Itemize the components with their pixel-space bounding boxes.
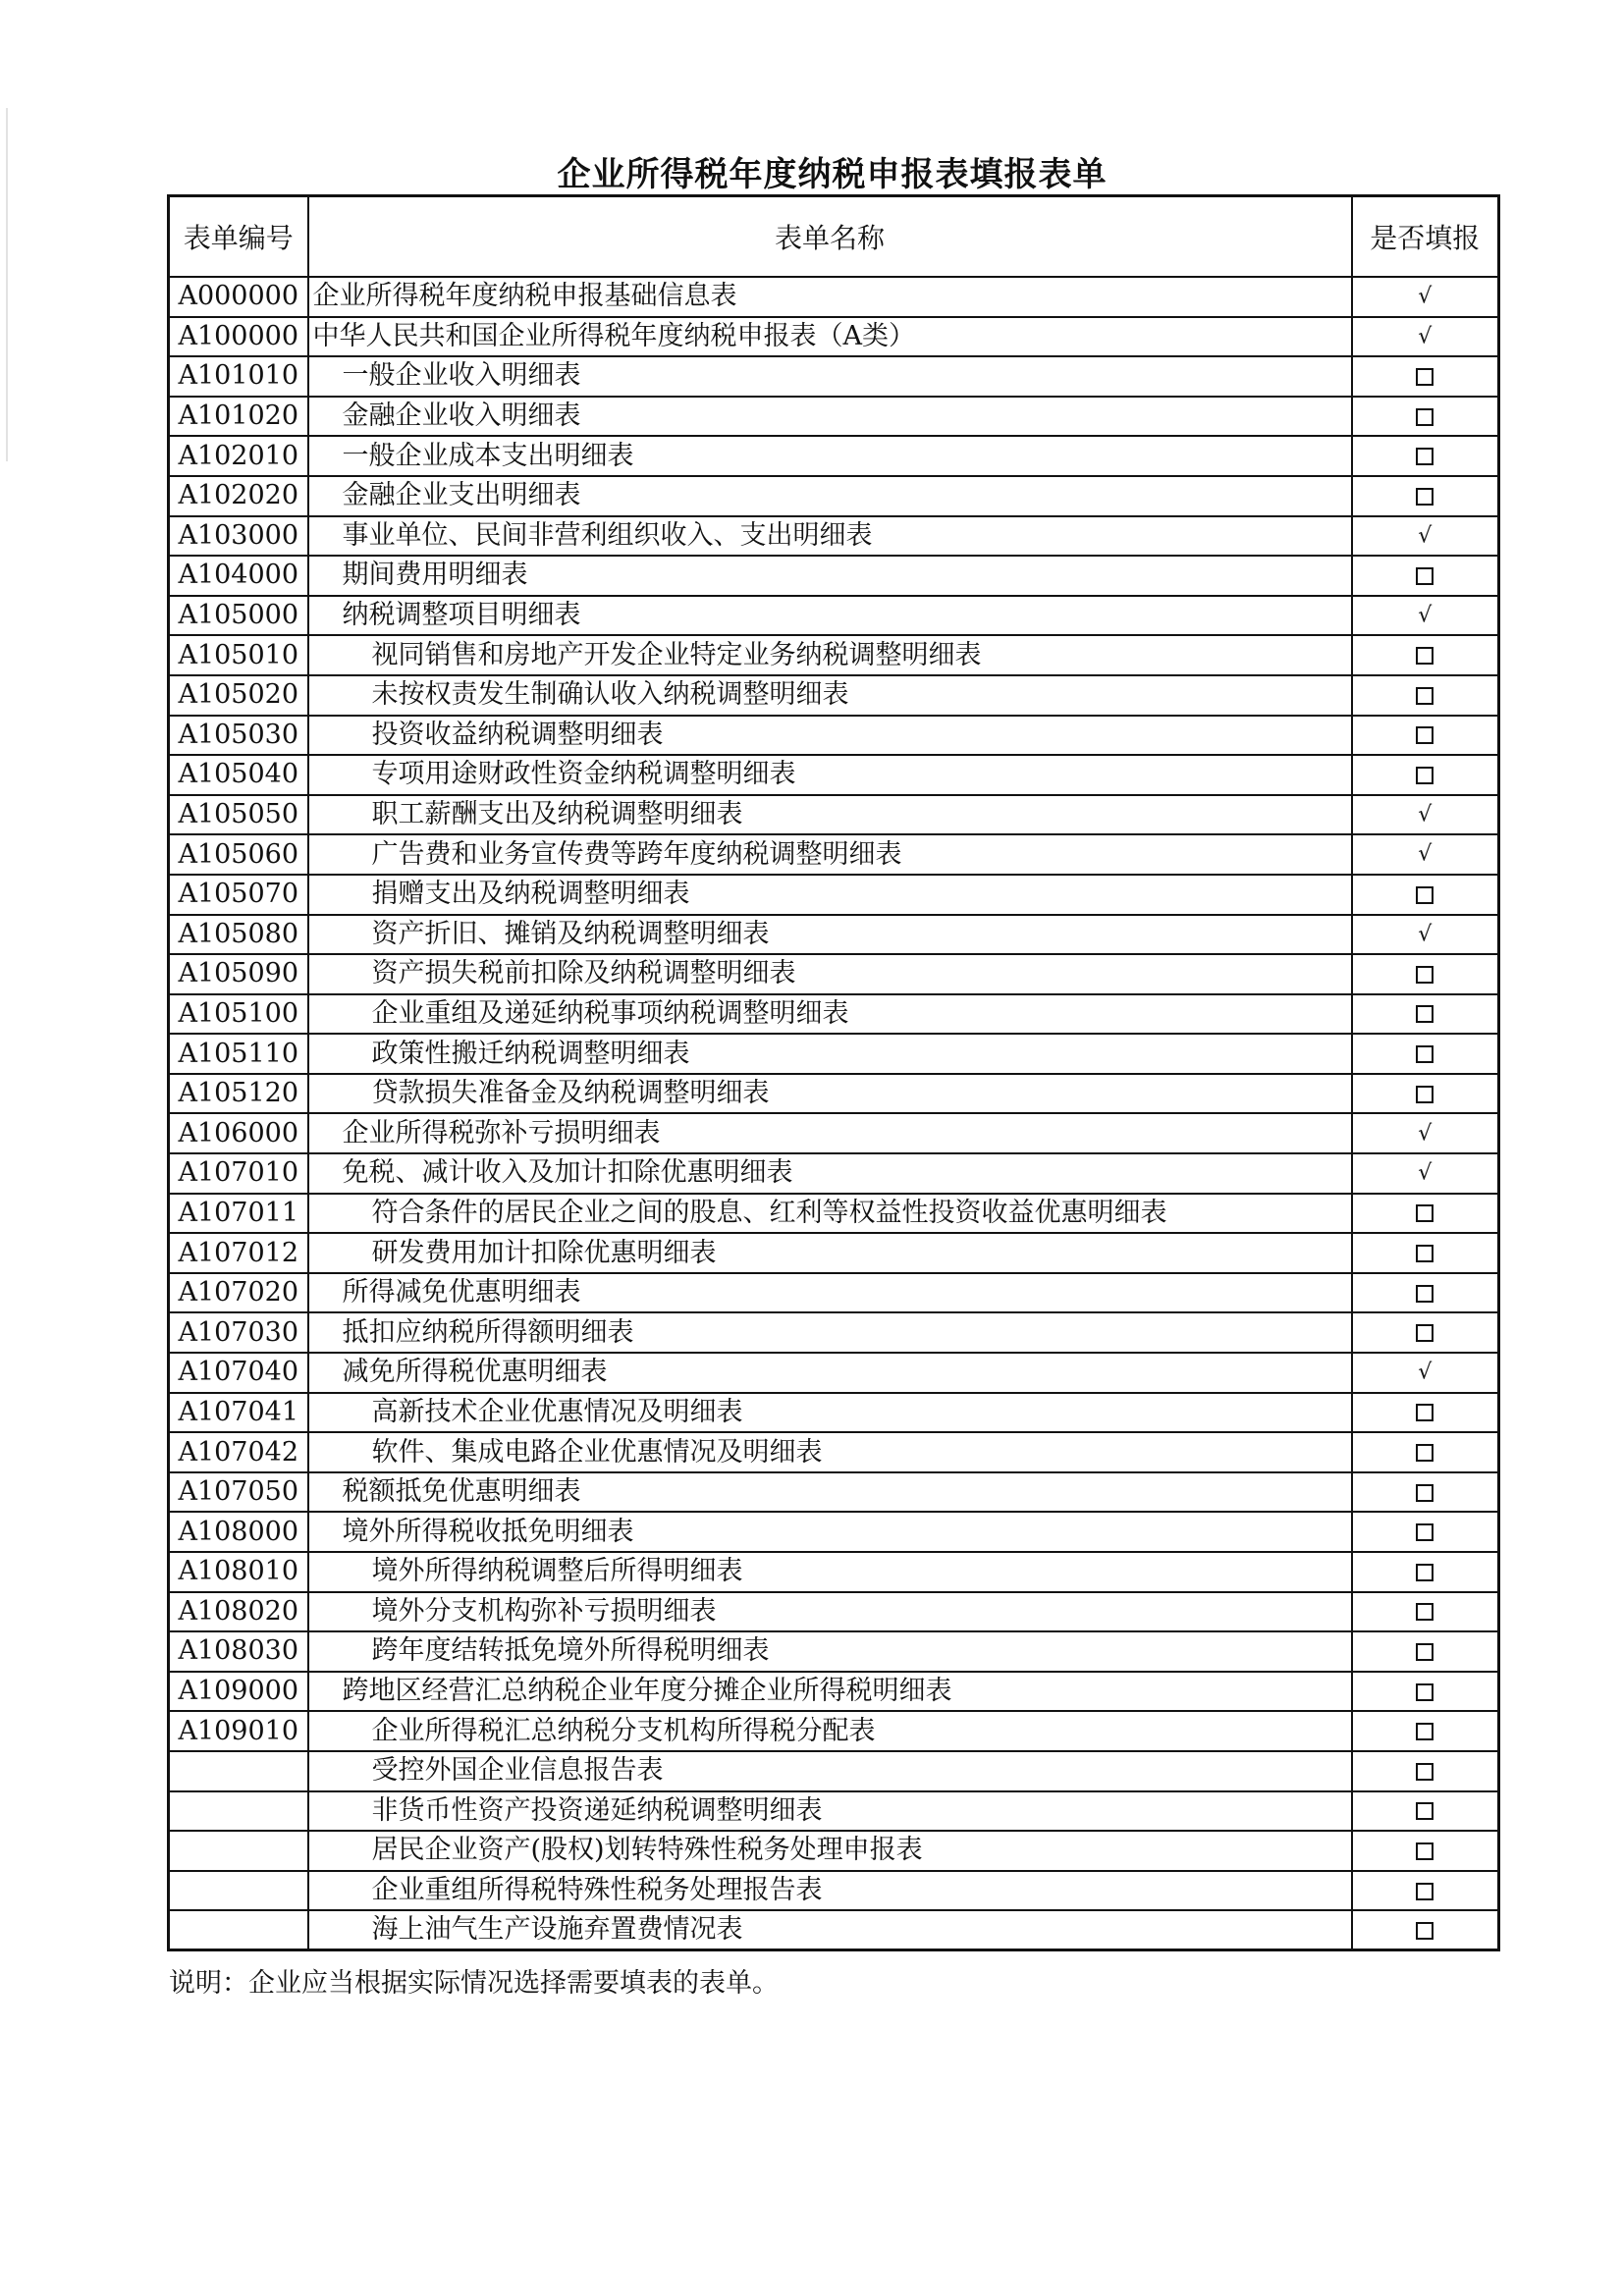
empty-checkbox-icon[interactable] — [1416, 408, 1434, 426]
table-row — [169, 1273, 1499, 1313]
form-code-cell: A105030 — [169, 716, 308, 756]
fill-status-cell — [1352, 635, 1499, 675]
form-code-cell: A105050 — [169, 795, 308, 835]
form-code-cell — [169, 1831, 308, 1871]
form-code-cell: A107050 — [169, 1472, 308, 1513]
table-row — [169, 1672, 1499, 1712]
fill-status-cell — [1352, 1672, 1499, 1712]
table-row — [169, 476, 1499, 516]
checkmark-icon[interactable]: √ — [1418, 603, 1433, 628]
table-body — [169, 277, 1499, 1950]
fill-status-cell — [1352, 1512, 1499, 1552]
table-row — [169, 954, 1499, 994]
table-row — [169, 277, 1499, 317]
form-code-cell: A107020 — [169, 1273, 308, 1313]
fill-status-cell — [1352, 1393, 1499, 1433]
empty-checkbox-icon[interactable] — [1416, 1245, 1434, 1262]
form-code-cell: A105070 — [169, 875, 308, 915]
checkmark-icon[interactable]: √ — [1418, 324, 1433, 349]
page-title: 企业所得税年度纳税申报表填报表单 — [557, 155, 1108, 194]
form-code-cell: A107010 — [169, 1153, 308, 1194]
form-name-cell: 中华人民共和国企业所得税年度纳税申报表（A类） — [308, 317, 1352, 357]
table-row — [169, 795, 1499, 835]
checkmark-icon[interactable]: √ — [1418, 922, 1433, 947]
fill-status-cell — [1352, 1711, 1499, 1751]
table-row — [169, 556, 1499, 596]
table-row — [169, 1711, 1499, 1751]
form-name-cell: 软件、集成电路企业优惠情况及明细表 — [308, 1432, 1352, 1472]
table-row — [169, 716, 1499, 756]
table-row — [169, 834, 1499, 875]
form-name-cell: 跨地区经营汇总纳税企业年度分摊企业所得税明细表 — [308, 1672, 1352, 1712]
fill-status-cell — [1352, 1153, 1499, 1194]
form-code-cell: A105120 — [169, 1074, 308, 1114]
table-row — [169, 875, 1499, 915]
form-code-cell: A109010 — [169, 1711, 308, 1751]
table-row — [169, 1312, 1499, 1353]
table-row — [169, 1233, 1499, 1273]
fill-status-cell — [1352, 277, 1499, 317]
footnote: 说明：企业应当根据实际情况选择需要填表的表单。 — [169, 1968, 779, 1999]
empty-checkbox-icon[interactable] — [1416, 448, 1434, 465]
form-code-cell — [169, 1871, 308, 1911]
table-row — [169, 755, 1499, 795]
fill-status-cell — [1352, 675, 1499, 716]
fill-status-cell — [1352, 317, 1499, 357]
form-code-cell: A101010 — [169, 356, 308, 397]
fill-status-cell — [1352, 1113, 1499, 1153]
empty-checkbox-icon[interactable] — [1416, 1883, 1434, 1900]
form-code-cell: A105080 — [169, 915, 308, 955]
empty-checkbox-icon[interactable] — [1416, 1045, 1434, 1063]
empty-checkbox-icon[interactable] — [1416, 1763, 1434, 1781]
form-code-cell: A108030 — [169, 1631, 308, 1672]
fill-status-cell — [1352, 915, 1499, 955]
fill-status-cell — [1352, 1034, 1499, 1074]
form-name-cell: 贷款损失准备金及纳税调整明细表 — [308, 1074, 1352, 1114]
empty-checkbox-icon[interactable] — [1416, 966, 1434, 984]
form-name-cell: 符合条件的居民企业之间的股息、红利等权益性投资收益优惠明细表 — [308, 1194, 1352, 1234]
form-name-cell: 未按权责发生制确认收入纳税调整明细表 — [308, 675, 1352, 716]
fill-status-cell — [1352, 516, 1499, 557]
form-code-cell: A107012 — [169, 1233, 308, 1273]
form-name-cell: 企业重组所得税特殊性税务处理报告表 — [308, 1871, 1352, 1911]
fill-status-cell — [1352, 1074, 1499, 1114]
empty-checkbox-icon[interactable] — [1416, 1683, 1434, 1701]
checkmark-icon[interactable]: √ — [1418, 802, 1433, 828]
empty-checkbox-icon[interactable] — [1416, 1204, 1434, 1222]
empty-checkbox-icon[interactable] — [1416, 726, 1434, 744]
checkmark-icon[interactable]: √ — [1418, 1360, 1433, 1385]
form-code-cell: A107042 — [169, 1432, 308, 1472]
form-code-cell: A105020 — [169, 675, 308, 716]
empty-checkbox-icon[interactable] — [1416, 767, 1434, 784]
table-row — [169, 1353, 1499, 1393]
form-code-cell: A103000 — [169, 516, 308, 557]
form-name-cell: 税额抵免优惠明细表 — [308, 1472, 1352, 1513]
table-row — [169, 356, 1499, 397]
table-row — [169, 1432, 1499, 1472]
form-name-cell: 免税、减计收入及加计扣除优惠明细表 — [308, 1153, 1352, 1194]
fill-status-cell — [1352, 1791, 1499, 1832]
fill-status-cell — [1352, 356, 1499, 397]
fill-status-cell — [1352, 1312, 1499, 1353]
form-list-table — [167, 194, 1500, 1951]
table-row — [169, 516, 1499, 557]
table-row — [169, 436, 1499, 476]
empty-checkbox-icon[interactable] — [1416, 1723, 1434, 1740]
empty-checkbox-icon[interactable] — [1416, 1086, 1434, 1103]
fill-status-cell — [1352, 397, 1499, 437]
form-name-cell: 非货币性资产投资递延纳税调整明细表 — [308, 1791, 1352, 1832]
form-code-cell — [169, 1910, 308, 1950]
form-name-cell: 一般企业成本支出明细表 — [308, 436, 1352, 476]
form-name-cell: 境外分支机构弥补亏损明细表 — [308, 1592, 1352, 1632]
fill-status-cell — [1352, 1353, 1499, 1393]
header-fill-status: 是否填报 — [1352, 196, 1499, 278]
form-name-cell: 海上油气生产设施弃置费情况表 — [308, 1910, 1352, 1950]
fill-status-cell — [1352, 1871, 1499, 1911]
fill-status-cell — [1352, 1592, 1499, 1632]
form-code-cell: A108000 — [169, 1512, 308, 1552]
form-code-cell: A108010 — [169, 1552, 308, 1592]
table-row — [169, 1910, 1499, 1950]
empty-checkbox-icon[interactable] — [1416, 567, 1434, 585]
fill-status-cell — [1352, 596, 1499, 636]
form-code-cell: A000000 — [169, 277, 308, 317]
form-code-cell: A105090 — [169, 954, 308, 994]
empty-checkbox-icon[interactable] — [1416, 1802, 1434, 1820]
table-row — [169, 1034, 1499, 1074]
empty-checkbox-icon[interactable] — [1416, 1922, 1434, 1940]
form-code-cell: A100000 — [169, 317, 308, 357]
fill-status-cell — [1352, 1631, 1499, 1672]
form-name-cell: 居民企业资产(股权)划转特殊性税务处理申报表 — [308, 1831, 1352, 1871]
checkmark-icon[interactable]: √ — [1418, 1121, 1433, 1147]
form-name-cell: 所得减免优惠明细表 — [308, 1273, 1352, 1313]
table-row — [169, 1074, 1499, 1114]
table-row — [169, 1552, 1499, 1592]
table-row — [169, 675, 1499, 716]
form-name-cell: 抵扣应纳税所得额明细表 — [308, 1312, 1352, 1353]
empty-checkbox-icon[interactable] — [1416, 1603, 1434, 1621]
form-name-cell: 纳税调整项目明细表 — [308, 596, 1352, 636]
form-code-cell: A105110 — [169, 1034, 308, 1074]
form-code-cell: A107040 — [169, 1353, 308, 1393]
form-name-cell: 一般企业收入明细表 — [308, 356, 1352, 397]
form-name-cell: 企业所得税年度纳税申报基础信息表 — [308, 277, 1352, 317]
form-name-cell: 受控外国企业信息报告表 — [308, 1751, 1352, 1791]
table-row — [169, 1512, 1499, 1552]
empty-checkbox-icon[interactable] — [1416, 1842, 1434, 1860]
form-name-cell: 期间费用明细表 — [308, 556, 1352, 596]
fill-status-cell — [1352, 954, 1499, 994]
form-code-cell — [169, 1791, 308, 1832]
form-code-cell: A105100 — [169, 994, 308, 1035]
fill-status-cell — [1352, 1273, 1499, 1313]
form-name-cell: 金融企业支出明细表 — [308, 476, 1352, 516]
empty-checkbox-icon[interactable] — [1416, 1404, 1434, 1421]
form-name-cell: 捐赠支出及纳税调整明细表 — [308, 875, 1352, 915]
table-row — [169, 1393, 1499, 1433]
form-code-cell: A101020 — [169, 397, 308, 437]
fill-status-cell — [1352, 1432, 1499, 1472]
table-row — [169, 1153, 1499, 1194]
form-name-cell: 境外所得纳税调整后所得明细表 — [308, 1552, 1352, 1592]
table-row — [169, 1871, 1499, 1911]
form-code-cell — [169, 1751, 308, 1791]
form-name-cell: 广告费和业务宣传费等跨年度纳税调整明细表 — [308, 834, 1352, 875]
form-name-cell: 职工薪酬支出及纳税调整明细表 — [308, 795, 1352, 835]
form-code-cell: A105010 — [169, 635, 308, 675]
form-name-cell: 专项用途财政性资金纳税调整明细表 — [308, 755, 1352, 795]
empty-checkbox-icon[interactable] — [1416, 1444, 1434, 1462]
fill-status-cell — [1352, 476, 1499, 516]
table-row — [169, 1194, 1499, 1234]
table-row — [169, 1831, 1499, 1871]
empty-checkbox-icon[interactable] — [1416, 687, 1434, 705]
fill-status-cell — [1352, 436, 1499, 476]
fill-status-cell — [1352, 875, 1499, 915]
form-name-cell: 资产折旧、摊销及纳税调整明细表 — [308, 915, 1352, 955]
scan-edge-mark — [6, 108, 18, 461]
fill-status-cell — [1352, 1831, 1499, 1871]
form-code-cell: A107041 — [169, 1393, 308, 1433]
fill-status-cell — [1352, 716, 1499, 756]
form-code-cell: A105040 — [169, 755, 308, 795]
empty-checkbox-icon[interactable] — [1416, 1643, 1434, 1661]
table-row — [169, 1631, 1499, 1672]
fill-status-cell — [1352, 834, 1499, 875]
empty-checkbox-icon[interactable] — [1416, 647, 1434, 665]
table-row — [169, 1472, 1499, 1513]
table-row — [169, 317, 1499, 357]
form-name-cell: 投资收益纳税调整明细表 — [308, 716, 1352, 756]
table-row — [169, 1791, 1499, 1832]
form-code-cell: A106000 — [169, 1113, 308, 1153]
form-name-cell: 境外所得税收抵免明细表 — [308, 1512, 1352, 1552]
fill-status-cell — [1352, 1751, 1499, 1791]
empty-checkbox-icon[interactable] — [1416, 1005, 1434, 1023]
form-name-cell: 企业重组及递延纳税事项纳税调整明细表 — [308, 994, 1352, 1035]
form-name-cell: 金融企业收入明细表 — [308, 397, 1352, 437]
form-code-cell: A102020 — [169, 476, 308, 516]
empty-checkbox-icon[interactable] — [1416, 1523, 1434, 1541]
table-row — [169, 994, 1499, 1035]
empty-checkbox-icon[interactable] — [1416, 1285, 1434, 1303]
form-name-cell: 政策性搬迁纳税调整明细表 — [308, 1034, 1352, 1074]
form-code-cell: A102010 — [169, 436, 308, 476]
empty-checkbox-icon[interactable] — [1416, 886, 1434, 904]
form-name-cell: 高新技术企业优惠情况及明细表 — [308, 1393, 1352, 1433]
form-code-cell: A109000 — [169, 1672, 308, 1712]
fill-status-cell — [1352, 994, 1499, 1035]
fill-status-cell — [1352, 556, 1499, 596]
table-row — [169, 596, 1499, 636]
fill-status-cell — [1352, 755, 1499, 795]
table-row — [169, 915, 1499, 955]
form-name-cell: 视同销售和房地产开发企业特定业务纳税调整明细表 — [308, 635, 1352, 675]
form-code-cell: A108020 — [169, 1592, 308, 1632]
form-code-cell: A104000 — [169, 556, 308, 596]
form-name-cell: 减免所得税优惠明细表 — [308, 1353, 1352, 1393]
form-code-cell: A105000 — [169, 596, 308, 636]
table-row — [169, 397, 1499, 437]
checkmark-icon[interactable]: √ — [1418, 523, 1433, 549]
checkmark-icon[interactable]: √ — [1418, 284, 1433, 309]
fill-status-cell — [1352, 1233, 1499, 1273]
header-form-name: 表单名称 — [308, 196, 1352, 278]
fill-status-cell — [1352, 1472, 1499, 1513]
table-row — [169, 1113, 1499, 1153]
empty-checkbox-icon[interactable] — [1416, 1324, 1434, 1342]
form-name-cell: 事业单位、民间非营利组织收入、支出明细表 — [308, 516, 1352, 557]
form-code-cell: A107030 — [169, 1312, 308, 1353]
fill-status-cell — [1352, 1194, 1499, 1234]
header-form-code: 表单编号 — [169, 196, 308, 278]
table-row — [169, 635, 1499, 675]
empty-checkbox-icon[interactable] — [1416, 488, 1434, 506]
form-name-cell: 企业所得税弥补亏损明细表 — [308, 1113, 1352, 1153]
fill-status-cell — [1352, 1910, 1499, 1950]
form-name-cell: 资产损失税前扣除及纳税调整明细表 — [308, 954, 1352, 994]
checkmark-icon[interactable]: √ — [1418, 1160, 1433, 1186]
checkmark-icon[interactable]: √ — [1418, 841, 1433, 867]
form-name-cell: 研发费用加计扣除优惠明细表 — [308, 1233, 1352, 1273]
form-name-cell: 跨年度结转抵免境外所得税明细表 — [308, 1631, 1352, 1672]
form-name-cell: 企业所得税汇总纳税分支机构所得税分配表 — [308, 1711, 1352, 1751]
form-code-cell: A105060 — [169, 834, 308, 875]
empty-checkbox-icon[interactable] — [1416, 368, 1434, 386]
table-header-row — [169, 196, 1499, 278]
form-code-cell: A107011 — [169, 1194, 308, 1234]
empty-checkbox-icon[interactable] — [1416, 1484, 1434, 1502]
fill-status-cell — [1352, 1552, 1499, 1592]
table-row — [169, 1592, 1499, 1632]
empty-checkbox-icon[interactable] — [1416, 1564, 1434, 1581]
fill-status-cell — [1352, 795, 1499, 835]
table-row — [169, 1751, 1499, 1791]
